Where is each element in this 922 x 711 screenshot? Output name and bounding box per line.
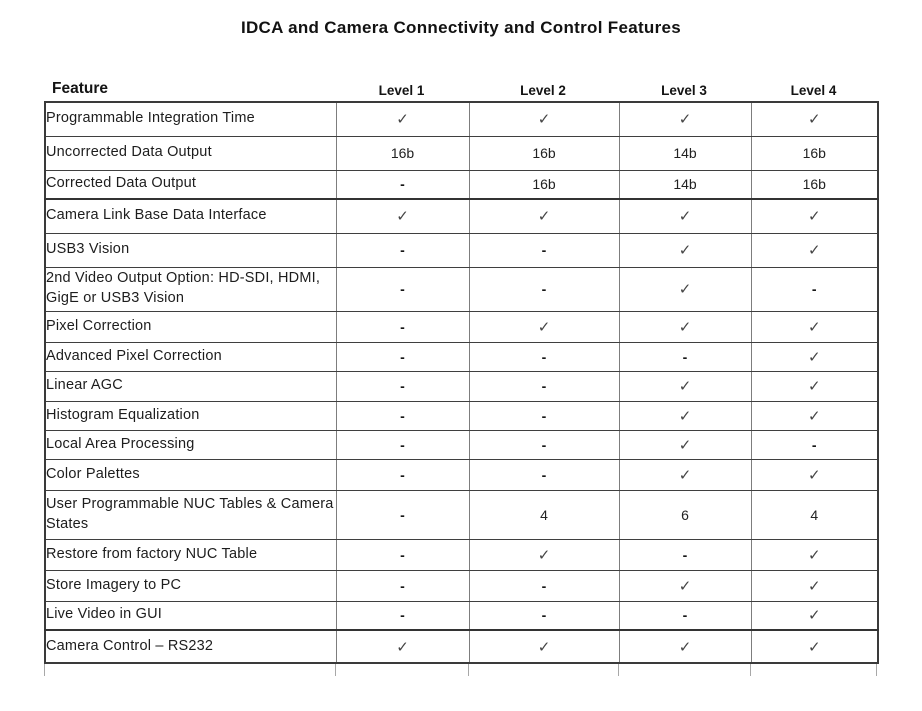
level-2-cell: 4 <box>469 490 619 539</box>
feature-cell: 2nd Video Output Option: HD-SDI, HDMI, GigE or USB3 Vision <box>45 267 336 311</box>
level-2-cell: - <box>469 430 619 459</box>
scan-line-tails <box>44 664 877 678</box>
level-2-cell: 16b <box>469 136 619 170</box>
level-3-cell: - <box>619 342 751 371</box>
table-header-row <box>44 72 877 101</box>
level-1-cell: - <box>336 430 469 459</box>
level-4-cell: ✓ <box>751 342 878 371</box>
level-2-cell: - <box>469 570 619 601</box>
column-header-feature: Feature <box>52 80 108 97</box>
column-header-level-4: Level 4 <box>790 83 837 98</box>
level-4-cell: ✓ <box>751 102 878 136</box>
scan-line-tail <box>618 664 619 676</box>
level-1-cell: - <box>336 267 469 311</box>
scan-line-tail <box>468 664 469 676</box>
level-3-cell: ✓ <box>619 102 751 136</box>
feature-cell: Live Video in GUI <box>45 601 336 630</box>
level-1-cell: ✓ <box>336 630 469 663</box>
level-4-cell: ✓ <box>751 199 878 233</box>
table-row <box>45 342 878 371</box>
table-row <box>45 630 878 663</box>
table-row <box>45 401 878 430</box>
scan-line-tail <box>44 664 45 676</box>
feature-cell: USB3 Vision <box>45 233 336 267</box>
level-3-cell: ✓ <box>619 459 751 490</box>
level-1-cell: 16b <box>336 136 469 170</box>
level-1-cell: - <box>336 371 469 401</box>
level-3-cell: 6 <box>619 490 751 539</box>
level-3-cell: - <box>619 601 751 630</box>
level-2-cell: ✓ <box>469 199 619 233</box>
feature-cell: Local Area Processing <box>45 430 336 459</box>
feature-cell: Programmable Integration Time <box>45 102 336 136</box>
feature-cell: Advanced Pixel Correction <box>45 342 336 371</box>
column-header-level-3: Level 3 <box>661 83 707 98</box>
level-4-cell: ✓ <box>751 570 878 601</box>
table-row <box>45 199 878 233</box>
level-2-cell: - <box>469 459 619 490</box>
level-1-cell: - <box>336 233 469 267</box>
level-4-cell: - <box>751 267 878 311</box>
level-2-cell: - <box>469 233 619 267</box>
feature-cell: Corrected Data Output <box>45 170 336 199</box>
table-row <box>45 570 878 601</box>
level-2-cell: ✓ <box>469 311 619 342</box>
level-4-cell: - <box>751 430 878 459</box>
scan-line-tail <box>335 664 336 676</box>
table-row <box>45 170 878 199</box>
table-row <box>45 539 878 570</box>
level-3-cell: ✓ <box>619 371 751 401</box>
level-3-cell: ✓ <box>619 401 751 430</box>
table-row <box>45 136 878 170</box>
feature-table-area <box>44 72 877 678</box>
level-1-cell: - <box>336 170 469 199</box>
level-1-cell: - <box>336 311 469 342</box>
feature-cell: Color Palettes <box>45 459 336 490</box>
level-3-cell: 14b <box>619 170 751 199</box>
level-2-cell: - <box>469 267 619 311</box>
feature-cell: Linear AGC <box>45 371 336 401</box>
level-4-cell: 16b <box>751 136 878 170</box>
level-4-cell: ✓ <box>751 401 878 430</box>
table-row <box>45 267 878 311</box>
page-title: IDCA and Camera Connectivity and Control Features <box>240 18 682 37</box>
level-3-cell: ✓ <box>619 430 751 459</box>
table-row <box>45 459 878 490</box>
table-row <box>45 233 878 267</box>
column-header-level-1: Level 1 <box>378 83 425 98</box>
table-row <box>45 490 878 539</box>
feature-cell: Pixel Correction <box>45 311 336 342</box>
level-2-cell: ✓ <box>469 102 619 136</box>
scan-line-tail <box>750 664 751 676</box>
level-4-cell: ✓ <box>751 311 878 342</box>
feature-cell: Camera Link Base Data Interface <box>45 199 336 233</box>
level-4-cell: ✓ <box>751 459 878 490</box>
level-4-cell: ✓ <box>751 233 878 267</box>
feature-cell: Camera Control – RS232 <box>45 630 336 663</box>
level-1-cell: - <box>336 342 469 371</box>
level-2-cell: ✓ <box>469 630 619 663</box>
level-4-cell: 4 <box>751 490 878 539</box>
level-1-cell: - <box>336 490 469 539</box>
column-header-level-2: Level 2 <box>520 83 566 98</box>
level-2-cell: ✓ <box>469 539 619 570</box>
level-1-cell: ✓ <box>336 102 469 136</box>
level-2-cell: - <box>469 401 619 430</box>
table-row <box>45 371 878 401</box>
level-3-cell: - <box>619 539 751 570</box>
level-3-cell: ✓ <box>619 233 751 267</box>
feature-cell: Histogram Equalization <box>45 401 336 430</box>
level-4-cell: ✓ <box>751 601 878 630</box>
level-3-cell: 14b <box>619 136 751 170</box>
level-4-cell: ✓ <box>751 371 878 401</box>
level-2-cell: - <box>469 371 619 401</box>
level-2-cell: - <box>469 601 619 630</box>
level-4-cell: ✓ <box>751 539 878 570</box>
scan-line-tail <box>876 664 877 676</box>
level-3-cell: ✓ <box>619 199 751 233</box>
table-row <box>45 102 878 136</box>
feature-cell: User Programmable NUC Tables & Camera States <box>45 490 336 539</box>
level-3-cell: ✓ <box>619 630 751 663</box>
level-4-cell: 16b <box>751 170 878 199</box>
feature-cell: Uncorrected Data Output <box>45 136 336 170</box>
level-3-cell: ✓ <box>619 267 751 311</box>
level-1-cell: - <box>336 570 469 601</box>
features-table <box>44 101 879 664</box>
feature-cell: Restore from factory NUC Table <box>45 539 336 570</box>
level-3-cell: ✓ <box>619 311 751 342</box>
table-row <box>45 311 878 342</box>
feature-cell: Store Imagery to PC <box>45 570 336 601</box>
table-row <box>45 430 878 459</box>
level-1-cell: - <box>336 401 469 430</box>
level-1-cell: - <box>336 459 469 490</box>
level-4-cell: ✓ <box>751 630 878 663</box>
level-3-cell: ✓ <box>619 570 751 601</box>
level-1-cell: - <box>336 539 469 570</box>
table-row <box>45 601 878 630</box>
level-1-cell: ✓ <box>336 199 469 233</box>
level-2-cell: 16b <box>469 170 619 199</box>
level-2-cell: - <box>469 342 619 371</box>
level-1-cell: - <box>336 601 469 630</box>
